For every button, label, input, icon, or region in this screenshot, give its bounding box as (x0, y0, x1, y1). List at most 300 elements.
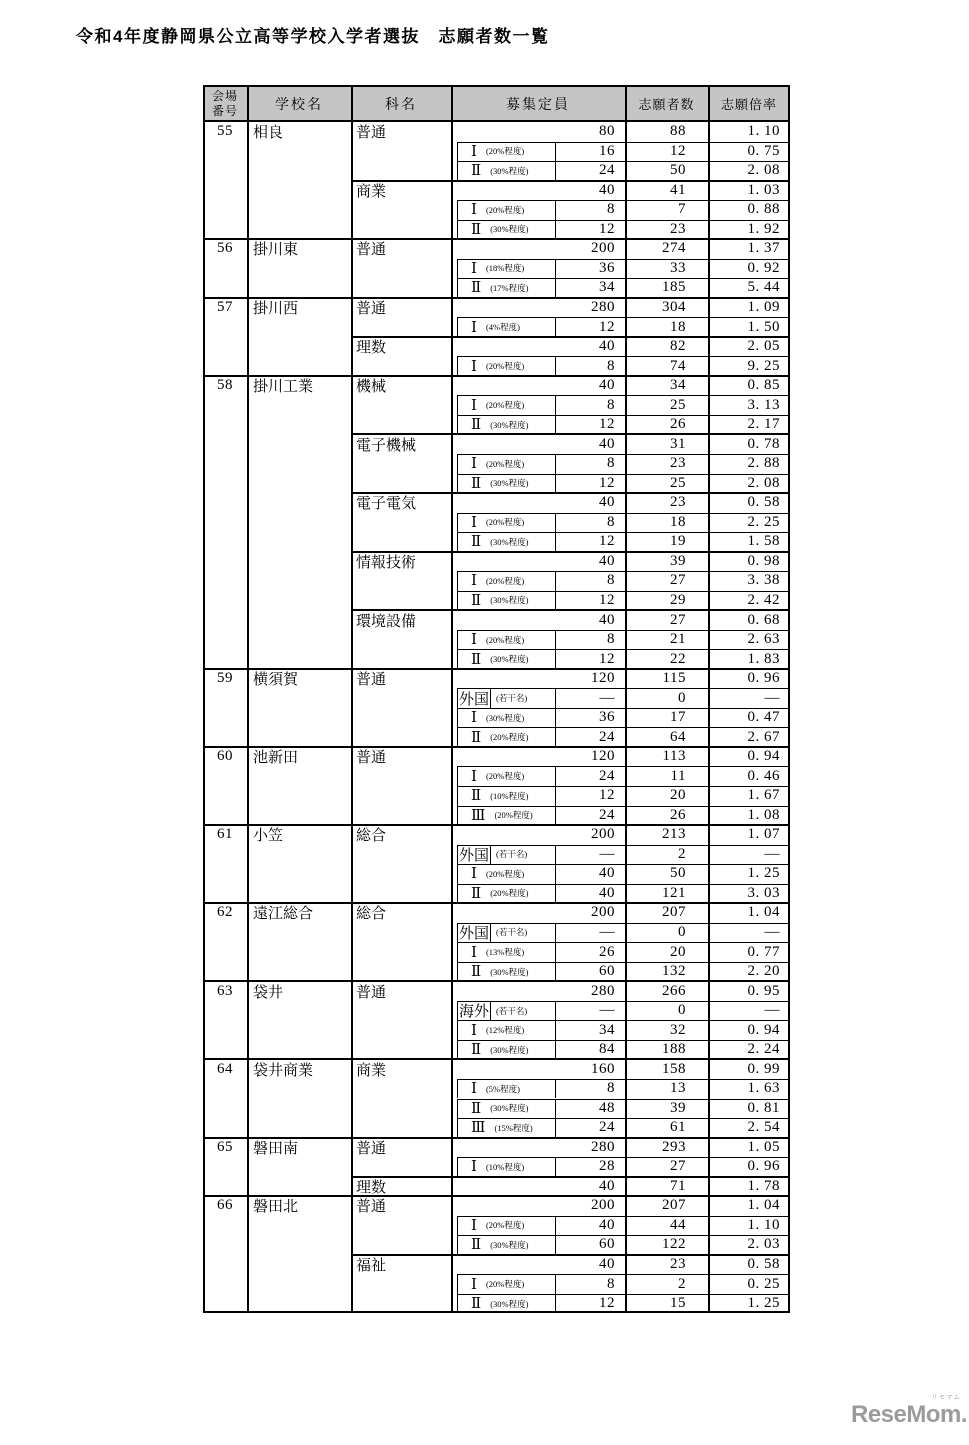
ratio-value: 0. 94 (747, 1021, 780, 1038)
applicants-value: 29 (670, 591, 686, 608)
subrow-label-roman: Ⅰ (471, 202, 477, 219)
ratio-value: 1. 04 (747, 904, 780, 921)
capacity-value: 12 (599, 474, 615, 491)
department-name: 普通 (356, 301, 387, 318)
subrow-note: (10%程度) (485, 1161, 525, 1172)
applicants-value: 27 (670, 611, 686, 628)
school-name: 池新田 (253, 750, 299, 767)
applicants-value: 158 (662, 1060, 686, 1077)
applicants-value: 12 (670, 142, 686, 159)
subrow-label-roman: Ⅲ (471, 807, 486, 824)
applicants-value: 44 (670, 1216, 686, 1233)
applicants-value: 39 (670, 1099, 686, 1116)
department-name: 理数 (356, 1179, 387, 1196)
ratio-value: 2. 54 (747, 1119, 780, 1136)
subrow-label-roman: Ⅱ (471, 1100, 482, 1117)
capacity-value: — (599, 689, 615, 706)
venue-number: 64 (217, 1060, 233, 1077)
applicants-value: 50 (670, 865, 686, 882)
applicants-value: 304 (662, 299, 686, 316)
capacity-value: 40 (599, 865, 615, 882)
capacity-value: 12 (599, 787, 615, 804)
subrow-note: (30%程度) (490, 1239, 529, 1250)
capacity-value: 8 (607, 1275, 615, 1292)
subrow-note: (17%程度) (490, 282, 529, 293)
capacity-value: 28 (599, 1158, 615, 1175)
applicants-value: 26 (670, 806, 686, 823)
applicants-value: 41 (670, 181, 686, 198)
capacity-value: 40 (599, 611, 615, 628)
school-name: 磐田南 (253, 1140, 299, 1157)
ratio-value: 0. 88 (747, 201, 780, 218)
page-title: 令和4年度静岡県公立高等学校入学者選抜 志願者数一覧 (76, 27, 550, 46)
department-name: 電子電気 (356, 496, 417, 513)
subrow-note: (20%程度) (485, 575, 525, 586)
ratio-value: 1. 10 (747, 123, 780, 140)
subrow-note: (20%程度) (485, 458, 525, 469)
subrow-note: (30%程度) (490, 478, 529, 489)
subrow-note: (20%程度) (485, 361, 525, 372)
subrow-note: (18%程度) (485, 263, 525, 274)
column-header-ratio-label: 志願倍率 (720, 97, 777, 112)
applicants-value: 64 (670, 728, 686, 745)
subrow-note: (20%程度) (494, 810, 533, 821)
ratio-value: 0. 68 (747, 611, 780, 628)
venue-number: 57 (217, 299, 233, 316)
applicants-value: 23 (670, 1255, 686, 1272)
ratio-value: 2. 67 (747, 728, 780, 745)
divider-line (203, 85, 205, 1313)
venue-number: 65 (217, 1138, 233, 1155)
ratio-value: 0. 94 (747, 748, 780, 765)
subrow-label-roman: Ⅰ (471, 866, 477, 883)
divider-line (351, 85, 353, 1313)
applicants-value: 18 (670, 513, 686, 530)
department-name: 商業 (356, 1062, 387, 1079)
ratio-value: 1. 25 (747, 865, 780, 882)
applicants-value: 19 (670, 533, 686, 550)
school-name: 小笠 (253, 828, 284, 845)
applicants-value: 7 (678, 201, 686, 218)
ratio-value: 5. 44 (747, 279, 780, 296)
subrow-label-roman: Ⅱ (471, 729, 482, 746)
department-name: 総合 (356, 828, 387, 845)
capacity-value: 40 (599, 181, 615, 198)
subrow-note: (若干名) (496, 927, 528, 938)
applicants-value: 71 (670, 1177, 686, 1194)
applicants-value: 207 (662, 1197, 686, 1214)
applicants-value: 207 (662, 904, 686, 921)
applicants-value: 188 (662, 1041, 686, 1058)
subrow-label-roman: Ⅰ (471, 573, 477, 590)
department-name: 電子機械 (356, 437, 417, 454)
ratio-value: 3. 13 (747, 396, 780, 413)
department-name: 普通 (356, 672, 387, 689)
applicants-value: 11 (670, 767, 686, 784)
ratio-value: 2. 08 (747, 162, 780, 179)
capacity-value: 24 (599, 162, 615, 179)
subrow-label-roman: Ⅰ (471, 768, 477, 785)
ratio-value: 1. 58 (747, 533, 780, 550)
subrow-label-roman: Ⅰ (471, 514, 477, 531)
applicants-value: 132 (662, 963, 686, 980)
applicants-value: 34 (670, 377, 686, 394)
subrow-note: (30%程度) (485, 712, 525, 723)
capacity-value: 8 (607, 455, 615, 472)
school-name: 袋井商業 (253, 1062, 314, 1079)
ratio-value: 1. 83 (747, 650, 780, 667)
subrow-note: (30%程度) (490, 1298, 529, 1309)
venue-number: 56 (217, 240, 233, 257)
capacity-value: 8 (607, 572, 615, 589)
ratio-value: 1. 03 (747, 181, 780, 198)
ratio-value: 0. 75 (747, 142, 780, 159)
divider-line (247, 85, 249, 1313)
subrow-label-roman: Ⅱ (471, 163, 482, 180)
venue-number: 61 (217, 826, 233, 843)
subrow-note: (20%程度) (485, 146, 525, 157)
subrow-label-roman: Ⅰ (471, 1276, 477, 1293)
divider-line (788, 85, 790, 1313)
subrow-label-foreign: 外国 (459, 847, 490, 864)
applicants-value: 2 (678, 845, 686, 862)
ratio-value: 1. 78 (747, 1177, 780, 1194)
applicants-value: 122 (662, 1236, 686, 1253)
applicants-value: 20 (670, 787, 686, 804)
subrow-label-roman: Ⅰ (471, 456, 477, 473)
applicants-value: 26 (670, 416, 686, 433)
applicants-value: 293 (662, 1138, 686, 1155)
ratio-value: 2. 20 (747, 963, 780, 980)
ratio-value: 0. 96 (747, 1158, 780, 1175)
capacity-value: 12 (599, 650, 615, 667)
capacity-value: 160 (591, 1060, 615, 1077)
capacity-value: 60 (599, 1236, 615, 1253)
subrow-label-roman: Ⅱ (471, 885, 482, 902)
subrow-note: (30%程度) (490, 966, 529, 977)
capacity-value: 12 (599, 533, 615, 550)
subrow-label-roman: Ⅰ (471, 1217, 477, 1234)
applicants-value: 25 (670, 396, 686, 413)
venue-number: 62 (217, 904, 233, 921)
ratio-value: 1. 09 (747, 299, 780, 316)
applicants-value: 18 (670, 318, 686, 335)
ratio-value: 1. 50 (747, 318, 780, 335)
ratio-value: 3. 38 (747, 572, 780, 589)
ratio-value: 1. 05 (747, 1138, 780, 1155)
ratio-value: 0. 85 (747, 377, 780, 394)
capacity-value: — (599, 1002, 615, 1019)
subrow-note: (20%程度) (485, 204, 525, 215)
subrow-note: (20%程度) (485, 771, 525, 782)
capacity-value: 8 (607, 201, 615, 218)
subrow-note: (若干名) (496, 693, 528, 704)
capacity-value: 12 (599, 220, 615, 237)
ratio-value: 0. 81 (747, 1099, 780, 1116)
applicants-value: 22 (670, 650, 686, 667)
department-name: 総合 (356, 906, 387, 923)
applicants-value: 31 (670, 435, 686, 452)
ratio-value: 2. 03 (747, 1236, 780, 1253)
applicants-value: 266 (662, 982, 686, 999)
column-header-school-label: 学校名 (275, 97, 323, 113)
column-header-school (247, 85, 351, 122)
department-name: 普通 (356, 1199, 387, 1216)
subrow-note: (30%程度) (490, 1044, 529, 1055)
subrow-note: (若干名) (496, 1005, 528, 1016)
capacity-value: 48 (599, 1099, 615, 1116)
capacity-value: 40 (599, 338, 615, 355)
department-name: 普通 (356, 1140, 387, 1157)
subrow-label-roman: Ⅰ (471, 632, 477, 649)
ratio-value: 2. 24 (747, 1041, 780, 1058)
subrow-label-roman: Ⅰ (471, 260, 477, 277)
ratio-value: 2. 42 (747, 591, 780, 608)
capacity-value: 40 (599, 552, 615, 569)
ratio-value: 2. 05 (747, 338, 780, 355)
column-header-department (351, 85, 451, 122)
school-name: 磐田北 (253, 1199, 299, 1216)
ratio-value: 2. 63 (747, 631, 780, 648)
ratio-value: 1. 10 (747, 1216, 780, 1233)
applicants-value: 20 (670, 943, 686, 960)
ratio-value: 3. 03 (747, 884, 780, 901)
capacity-value: 80 (599, 123, 615, 140)
subrow-label-roman: Ⅱ (471, 475, 482, 492)
applicants-value: 0 (678, 1002, 686, 1019)
capacity-value: 40 (599, 884, 615, 901)
ratio-value: 0. 46 (747, 767, 780, 784)
capacity-value: 200 (591, 826, 615, 843)
subrow-note: (15%程度) (494, 1122, 533, 1133)
subrow-label-foreign: 海外 (459, 1004, 490, 1021)
capacity-value: 26 (599, 943, 615, 960)
department-name: 環境設備 (356, 613, 417, 630)
capacity-value: 8 (607, 357, 615, 374)
ratio-value: 1. 37 (747, 240, 780, 257)
capacity-value: 280 (591, 982, 615, 999)
ratio-value: 0. 47 (747, 709, 780, 726)
capacity-value: 40 (599, 377, 615, 394)
subrow-note: (20%程度) (490, 732, 529, 743)
subrow-label-roman: Ⅰ (471, 1022, 477, 1039)
ratio-value: 0. 92 (747, 259, 780, 276)
capacity-value: 280 (591, 1138, 615, 1155)
applicants-value: 185 (662, 279, 686, 296)
applicants-value: 23 (670, 455, 686, 472)
subrow-note: (若干名) (496, 849, 528, 860)
ratio-value: 0. 78 (747, 435, 780, 452)
subrow-note: (20%程度) (485, 868, 525, 879)
subrow-label-roman: Ⅱ (471, 534, 482, 551)
subrow-note: (30%程度) (490, 1103, 529, 1114)
subrow-label-roman: Ⅱ (471, 788, 482, 805)
column-header-capacity-label: 募集定員 (506, 97, 570, 113)
applicants-value: 113 (662, 748, 686, 765)
subrow-label-roman: Ⅱ (471, 280, 482, 297)
subrow-note: (20%程度) (485, 634, 525, 645)
capacity-value: 16 (599, 142, 615, 159)
subrow-label-foreign: 外国 (459, 691, 490, 708)
subrow-note: (30%程度) (490, 536, 529, 547)
capacity-value: 40 (599, 435, 615, 452)
applicants-value: 23 (670, 220, 686, 237)
department-name: 普通 (356, 750, 387, 767)
applicants-value: 15 (670, 1295, 686, 1312)
ratio-value: 0. 99 (747, 1060, 780, 1077)
applicants-value: 23 (670, 494, 686, 511)
ratio-value: — (764, 923, 780, 940)
applicants-value: 61 (670, 1119, 686, 1136)
department-name: 理数 (356, 340, 387, 357)
subrow-label-roman: Ⅱ (471, 592, 482, 609)
subrow-label-roman: Ⅱ (471, 221, 482, 238)
applicants-value: 50 (670, 162, 686, 179)
column-header-venue-label: 会場番号 (211, 88, 238, 118)
ratio-value: 1. 92 (747, 220, 780, 237)
subrow-label-roman: Ⅱ (471, 1042, 482, 1059)
applicants-value: 88 (670, 123, 686, 140)
subrow-note: (4%程度) (485, 322, 520, 333)
venue-number: 63 (217, 982, 233, 999)
applicants-value: 115 (662, 670, 686, 687)
subrow-note: (20%程度) (485, 400, 525, 411)
school-name: 掛川東 (253, 242, 299, 259)
column-header-venue (203, 85, 247, 122)
ratio-value: 0. 95 (747, 982, 780, 999)
capacity-value: — (599, 923, 615, 940)
subrow-label-roman: Ⅱ (471, 417, 482, 434)
school-name: 遠江総合 (253, 906, 314, 923)
ratio-value: 0. 58 (747, 494, 780, 511)
subrow-label-roman: Ⅰ (471, 397, 477, 414)
ratio-value: 2. 08 (747, 474, 780, 491)
subrow-label-foreign: 外国 (459, 925, 490, 942)
ratio-value: 9. 25 (747, 357, 780, 374)
subrow-label-roman: Ⅰ (471, 944, 477, 961)
applicants-value: 274 (662, 240, 686, 257)
subrow-label-roman: Ⅰ (471, 1159, 477, 1176)
applicants-value: 27 (670, 572, 686, 589)
subrow-label-roman: Ⅱ (471, 651, 482, 668)
department-name: 商業 (356, 183, 387, 200)
applicants-value: 21 (670, 631, 686, 648)
school-name: 掛川工業 (253, 379, 314, 396)
capacity-value: 40 (599, 494, 615, 511)
venue-number: 55 (217, 123, 233, 140)
subrow-note: (20%程度) (490, 888, 529, 899)
capacity-value: 36 (599, 709, 615, 726)
ratio-value: 2. 17 (747, 416, 780, 433)
venue-number: 58 (217, 377, 233, 394)
applicants-value: 121 (662, 884, 686, 901)
department-name: 情報技術 (356, 554, 417, 571)
subrow-label-roman: Ⅰ (471, 143, 477, 160)
subrow-note: (30%程度) (490, 595, 529, 606)
capacity-value: 34 (599, 1021, 615, 1038)
subrow-note: (30%程度) (490, 224, 529, 235)
applicants-value: 74 (670, 357, 686, 374)
ratio-value: 0. 96 (747, 670, 780, 687)
ratio-value: 1. 67 (747, 787, 780, 804)
ratio-value: 2. 25 (747, 513, 780, 530)
ratio-value: — (764, 845, 780, 862)
ratio-value: 0. 98 (747, 552, 780, 569)
venue-number: 60 (217, 748, 233, 765)
ratio-value: — (764, 689, 780, 706)
subrow-label-roman: Ⅰ (471, 358, 477, 375)
applicants-value: 17 (670, 709, 686, 726)
applicants-value: 27 (670, 1158, 686, 1175)
capacity-value: 40 (599, 1255, 615, 1272)
subrow-note: (20%程度) (485, 1220, 525, 1231)
capacity-value: 200 (591, 1197, 615, 1214)
school-name: 横須賀 (253, 672, 299, 689)
subrow-note: (20%程度) (485, 517, 525, 528)
ratio-value: 0. 77 (747, 943, 780, 960)
capacity-value: 8 (607, 396, 615, 413)
department-name: 機械 (356, 379, 387, 396)
applicants-value: 39 (670, 552, 686, 569)
column-header-ratio (708, 85, 790, 122)
capacity-value: 34 (599, 279, 615, 296)
capacity-value: 12 (599, 416, 615, 433)
ratio-value: — (764, 1002, 780, 1019)
ratio-value: 1. 63 (747, 1080, 780, 1097)
capacity-value: 120 (591, 670, 615, 687)
subrow-note: (12%程度) (485, 1025, 525, 1036)
department-name: 普通 (356, 125, 387, 142)
department-name: 普通 (356, 242, 387, 259)
subrow-label-roman: Ⅱ (471, 1296, 482, 1313)
resemom-logo (851, 1394, 967, 1428)
applicants-value: 25 (670, 474, 686, 491)
ratio-value: 0. 25 (747, 1275, 780, 1292)
subrow-label-roman: Ⅱ (471, 1237, 482, 1254)
capacity-value: 12 (599, 1295, 615, 1312)
ratio-value: 1. 07 (747, 826, 780, 843)
department-name: 普通 (356, 984, 387, 1001)
capacity-value: 200 (591, 240, 615, 257)
column-header-applicants (625, 85, 708, 122)
subrow-note: (20%程度) (485, 1279, 525, 1290)
applicants-value: 213 (662, 826, 686, 843)
ratio-value: 1. 04 (747, 1197, 780, 1214)
capacity-value: 12 (599, 318, 615, 335)
capacity-value: — (599, 845, 615, 862)
applicants-value: 0 (678, 689, 686, 706)
capacity-value: 36 (599, 259, 615, 276)
resemom-logo-ruby: リセマム (931, 1394, 961, 1401)
ratio-value: 1. 25 (747, 1295, 780, 1312)
capacity-value: 24 (599, 1119, 615, 1136)
applicants-value: 32 (670, 1021, 686, 1038)
venue-number: 59 (217, 670, 233, 687)
applicants-table (203, 85, 790, 1313)
school-name: 相良 (253, 125, 284, 142)
capacity-value: 120 (591, 748, 615, 765)
applicants-value: 33 (670, 259, 686, 276)
school-name: 掛川西 (253, 301, 299, 318)
column-header-capacity (451, 85, 625, 122)
capacity-value: 8 (607, 513, 615, 530)
department-name: 福祉 (356, 1258, 387, 1274)
subrow-note: (13%程度) (485, 947, 525, 957)
subrow-label-roman: Ⅰ (471, 710, 477, 727)
applicants-value: 2 (678, 1275, 686, 1292)
applicants-value: 82 (670, 338, 686, 355)
capacity-value: 40 (599, 1216, 615, 1233)
